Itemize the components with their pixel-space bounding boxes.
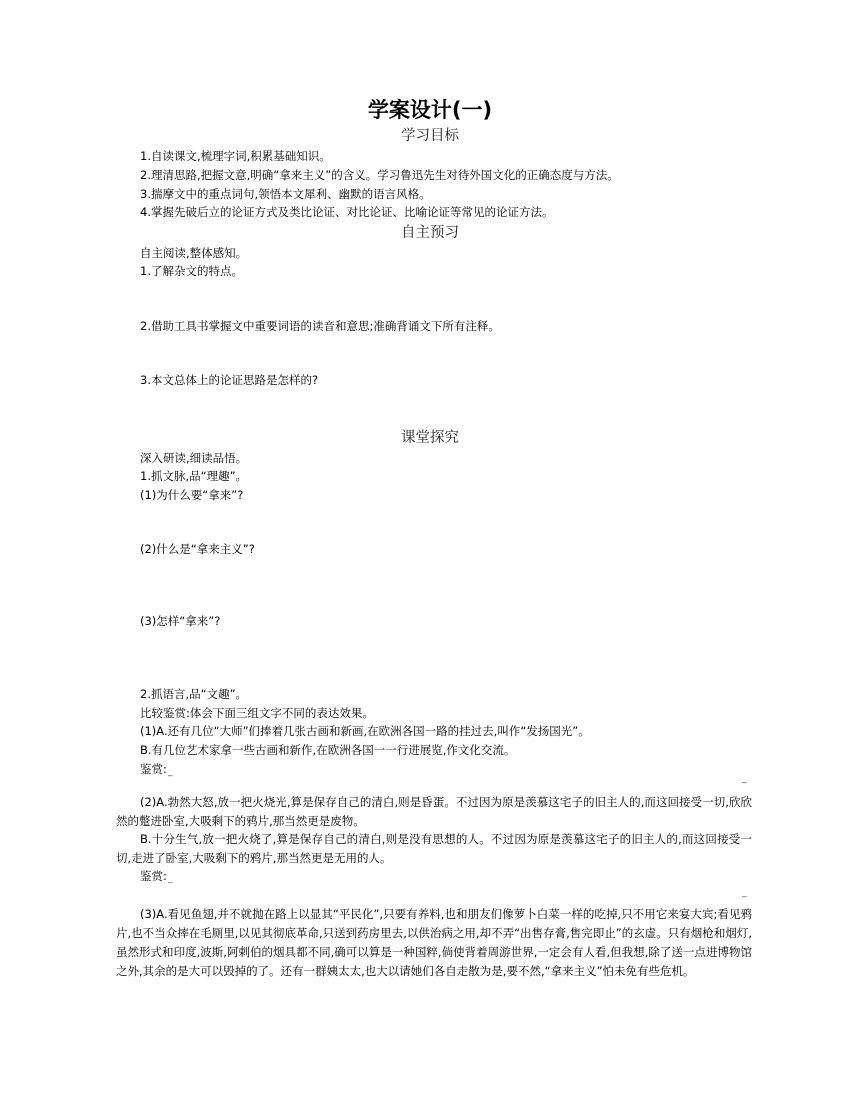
goal-item-3: 3.揣摩文中的重点词句,领悟本文犀利、幽默的语言风格。	[140, 187, 431, 201]
blank-end-mark-1: ‾	[742, 782, 747, 792]
explore-part-2: 2.抓语言,品“文趣”。	[140, 687, 248, 701]
group-3-a: (3)A.看见鱼翅,并不就抛在路上以显其“平民化”,只要有养料,也和朋友们像萝卜白菜一样的吃掉,只不用它来宴大宾;看见鸦片,也不当众摔在毛厕里,以见其彻底革命,只送到药房里去,以供治病之用,却不弄“出售存膏,售完即止”的玄虚。只有烟枪和烟灯,虽然形式和印度,波斯,阿剌伯的烟具都不同,确可以算是一种国粹,倘使背着周游世界,一定会有人看,但我想,除了送一点进博物馆之外,其余的是大可以毁掉的了。还有一群姨太太,也大以请她们各自走散为是,要不然,“拿来主义”怕未免有些危机。	[116, 907, 752, 978]
blank-mark-2: _	[168, 874, 173, 884]
blank-end-mark-2: ‾	[742, 896, 747, 906]
group-1-a: (1)A.还有几位“大师”们捧着几张古画和新画,在欧洲各国一路的挂过去,叫作“发扬国光”。	[140, 724, 590, 738]
compare-instruction: 比较鉴赏:体会下面三组文字不同的表达效果。	[140, 706, 374, 720]
explore-question-1: (1)为什么要“拿来”?	[140, 488, 244, 502]
preview-question-1: 1.了解杂文的特点。	[140, 264, 243, 278]
explore-part-1: 1.抓文脉,品“理趣”。	[140, 469, 248, 483]
explore-question-2: (2)什么是“拿来主义”?	[140, 542, 255, 556]
goal-item-2: 2.理清思路,把握文意,明确“拿来主义”的含义。学习鲁迅先生对待外国文化的正确态度与方法。	[140, 168, 619, 182]
page-title: 学案设计(一)	[367, 98, 493, 122]
section-heading-goals: 学习目标	[401, 128, 459, 144]
appreciation-label-1: 鉴赏:	[140, 762, 167, 776]
goal-item-1: 1.自读课文,梳理字词,积累基础知识。	[140, 149, 331, 163]
appreciation-label-2: 鉴赏:	[140, 869, 167, 883]
section-heading-explore: 课堂探究	[401, 430, 459, 446]
goal-item-4: 4.掌握先破后立的论证方式及类比论证、对比论证、比喻论证等常见的论证方法。	[140, 205, 554, 219]
preview-question-3: 3.本文总体上的论证思路是怎样的?	[140, 373, 319, 387]
blank-mark-1: _	[168, 767, 173, 777]
group-2-b: B.十分生气,放一把火烧了,算是保存自己的清白,则是没有思想的人。不过因为原是羡慕这宅子的旧主人的,而这回接受一切,走进了卧室,大吸剩下的鸦片,那当然更是无用的人。	[116, 832, 752, 865]
explore-intro: 深入研读,细读品悟。	[140, 451, 248, 465]
section-heading-preview: 自主预习	[401, 225, 459, 241]
preview-intro: 自主阅读,整体感知。	[140, 246, 248, 260]
group-2-a: (2)A.勃然大怒,放一把火烧光,算是保存自己的清白,则是昏蛋。不过因为原是羡慕这宅子的旧主人的,而这回接受一切,欣欣然的蹩进卧室,大吸剩下的鸦片,那当然更是废物。	[116, 795, 752, 828]
group-1-b: B.有几位艺术家拿一些古画和新作,在欧洲各国一一行进展览,作文化交流。	[140, 743, 516, 757]
explore-question-3: (3)怎样“拿来”?	[140, 614, 221, 628]
preview-question-2: 2.借助工具书掌握文中重要词语的读音和意思;准确背诵文下所有注释。	[140, 319, 500, 333]
